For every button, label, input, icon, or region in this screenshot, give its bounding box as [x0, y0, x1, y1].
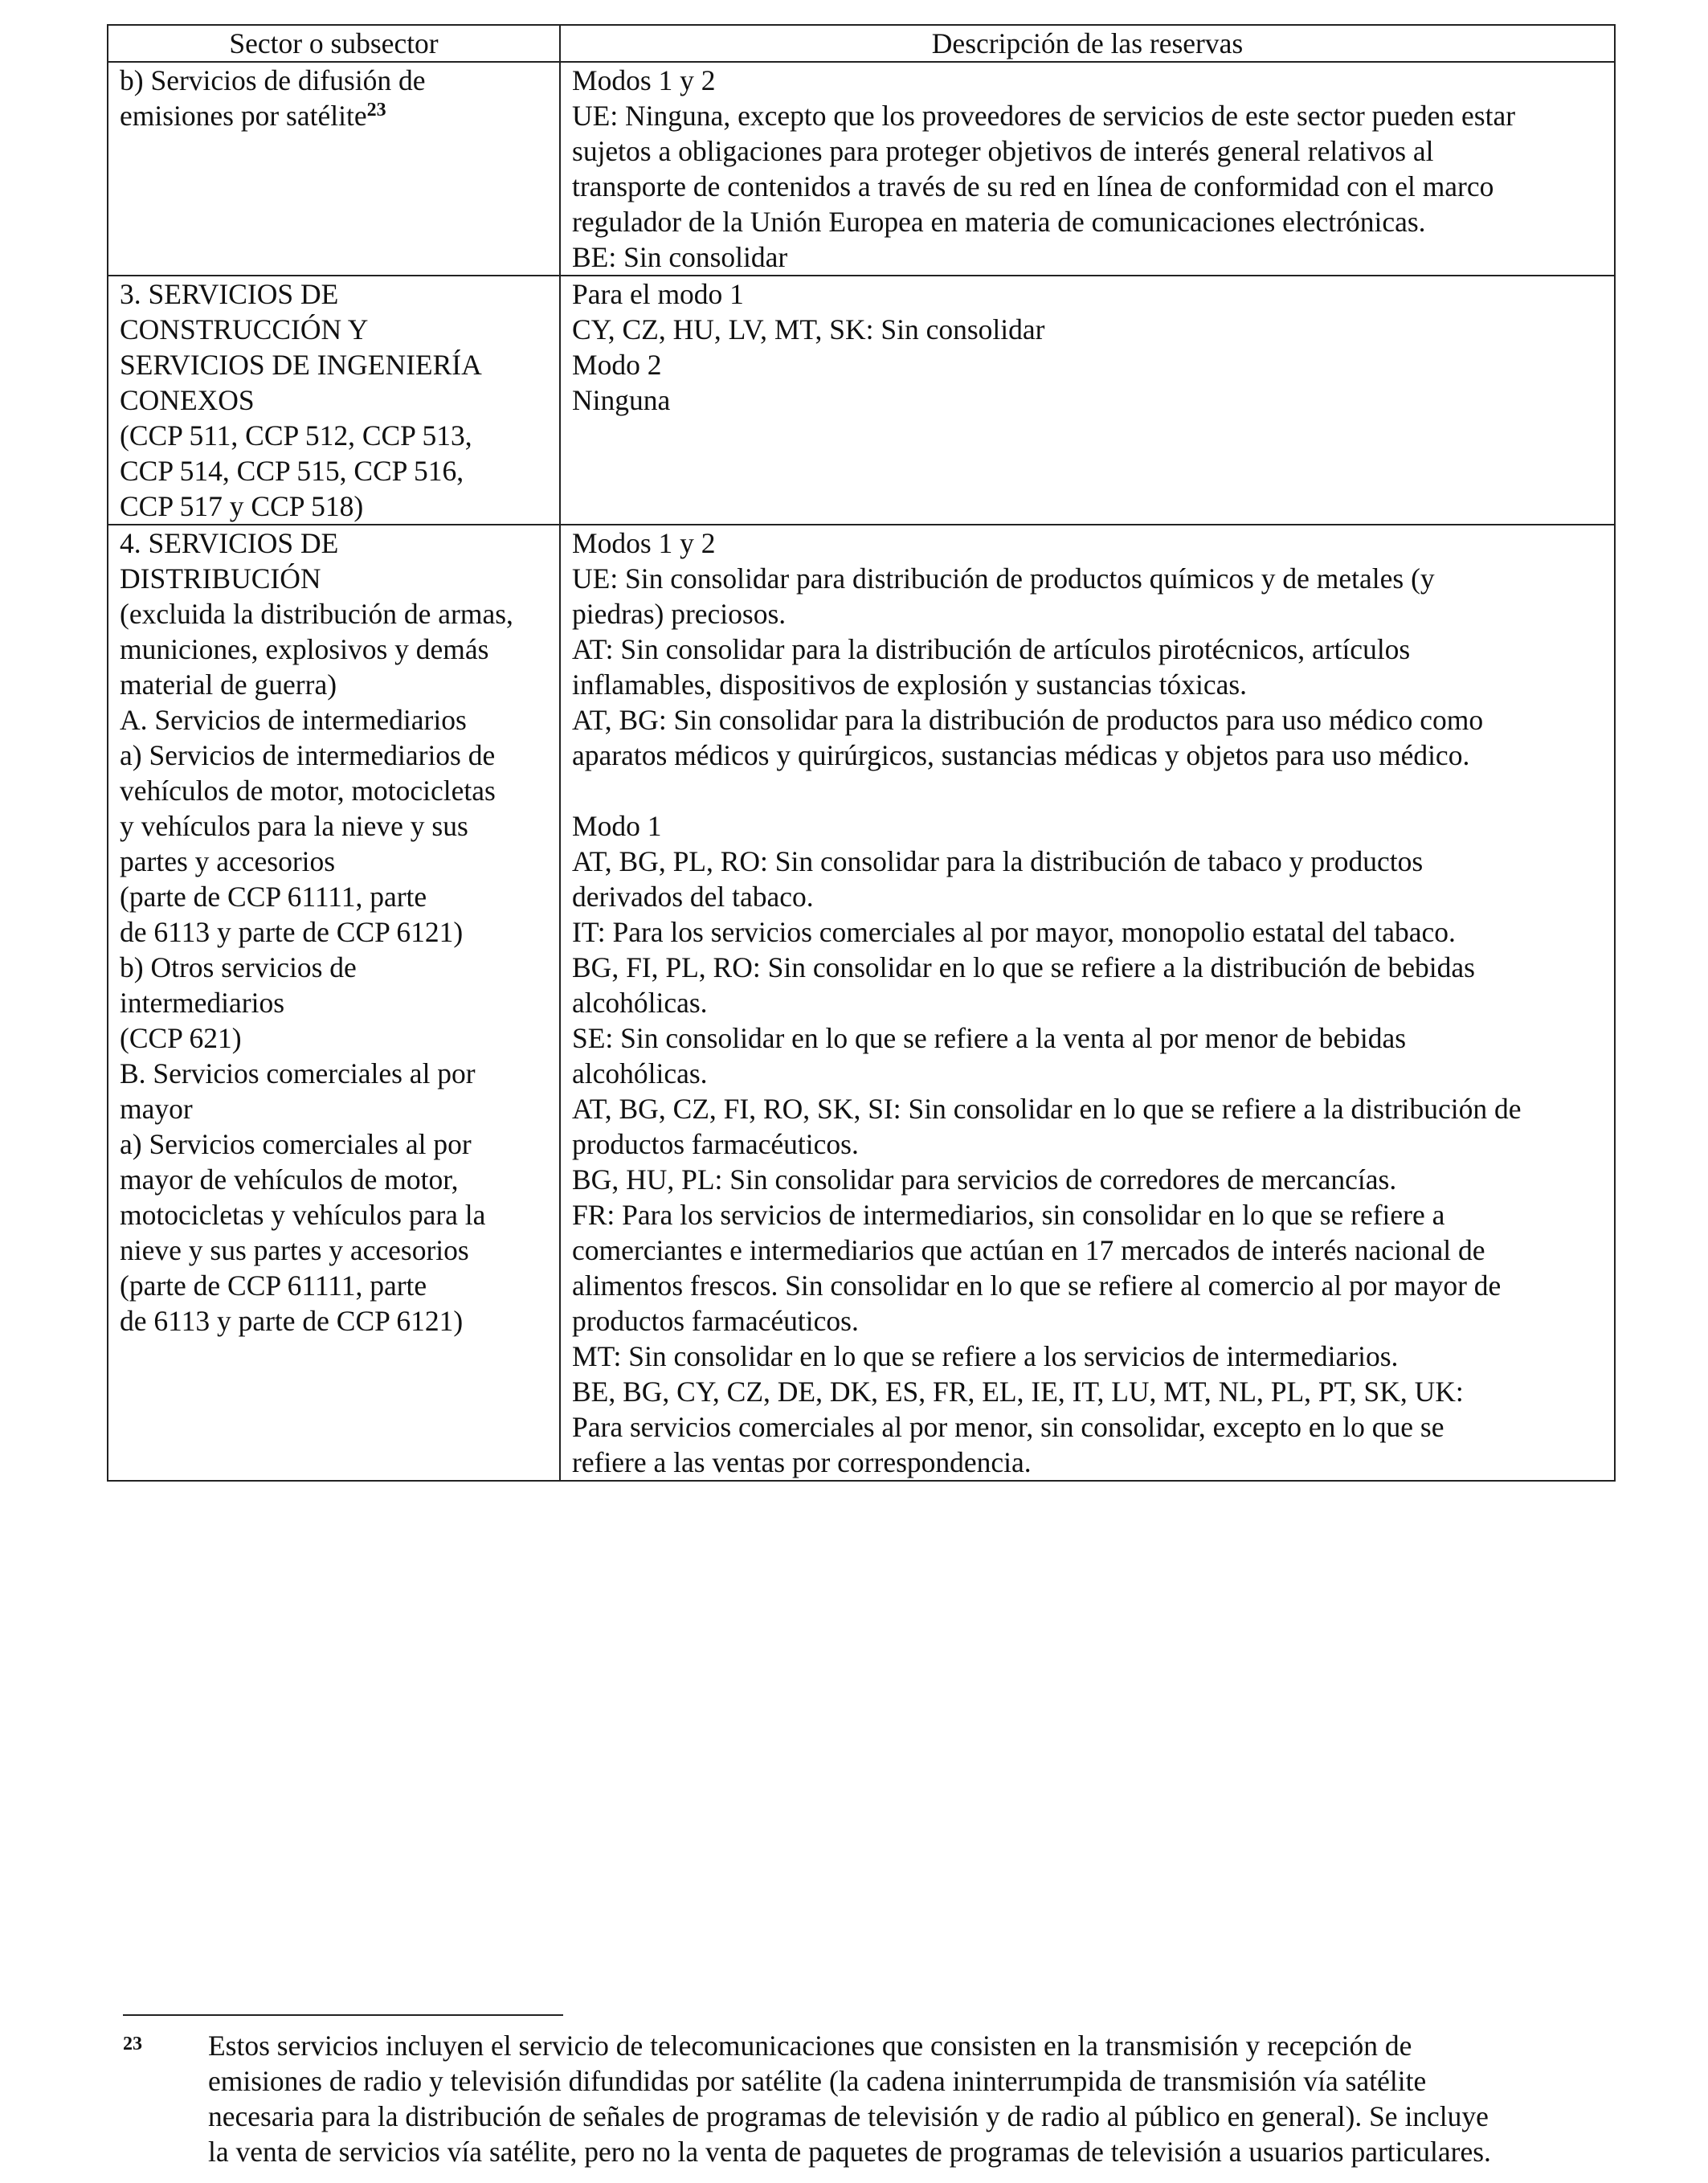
footnote-reference[interactable]: 23 [366, 100, 386, 121]
footnote-separator [123, 2014, 563, 2016]
sector-line: 3. SERVICIOS DE [120, 278, 339, 310]
description-line: BG, HU, PL: Sin consolidar para servicios de corredores de mercancías. [572, 1163, 1397, 1196]
sector-line: A. Servicios de intermediarios [120, 704, 467, 736]
footnote-line: Estos servicios incluyen el servicio de telecomunicaciones que consisten en la transmisión y recepción de [208, 2030, 1412, 2062]
description-line: AT, BG: Sin consolidar para la distribución de productos para uso médico como [572, 704, 1484, 736]
sector-line: B. Servicios comerciales al por [120, 1057, 476, 1089]
description-line: Modos 1 y 2 [572, 527, 716, 559]
blank-line [572, 773, 1603, 808]
column-header-sector: Sector o subsector [108, 25, 560, 62]
table-row [108, 276, 1615, 525]
sector-line: motocicletas y vehículos para la [120, 1199, 486, 1231]
sector-cell [108, 276, 560, 525]
description-line: piedras) preciosos. [572, 598, 787, 630]
description-cell [560, 525, 1615, 1481]
table-header-row [108, 25, 1615, 62]
table-row [108, 62, 1615, 276]
sector-line: material de guerra) [120, 668, 337, 701]
reservations-table [107, 24, 1616, 1482]
sector-line: partes y accesorios [120, 845, 336, 877]
description-line: aparatos médicos y quirúrgicos, sustancias médicas y objetos para uso médico. [572, 739, 1470, 771]
description-line: AT: Sin consolidar para la distribución de artículos pirotécnicos, artículos [572, 633, 1411, 665]
description-line: IT: Para los servicios comerciales al por mayor, monopolio estatal del tabaco. [572, 916, 1456, 948]
description-line: CY, CZ, HU, LV, MT, SK: Sin consolidar [572, 313, 1045, 345]
description-line: BE: Sin consolidar [572, 241, 788, 273]
sector-line: de 6113 y parte de CCP 6121) [120, 916, 464, 948]
sector-line: (CCP 511, CCP 512, CCP 513, [120, 419, 472, 452]
description-line: FR: Para los servicios de intermediarios, sin consolidar en lo que se refiere a [572, 1199, 1445, 1231]
description-line: Para servicios comerciales al por menor, sin consolidar, excepto en lo que se [572, 1411, 1444, 1443]
sector-line: (parte de CCP 61111, parte [120, 1269, 427, 1302]
sector-line: mayor [120, 1093, 193, 1125]
description-line: Modos 1 y 2 [572, 64, 716, 96]
sector-line: CCP 517 y CCP 518) [120, 490, 364, 522]
sector-line-with-footnote [120, 98, 548, 133]
description-line: AT, BG, CZ, FI, RO, SK, SI: Sin consolidar en lo que se refiere a la distribución de [572, 1093, 1522, 1125]
footnote-number: 23 [123, 2034, 142, 2054]
description-line: Para el modo 1 [572, 278, 744, 310]
sector-line: CONEXOS [120, 384, 255, 416]
description-line: comerciantes e intermediarios que actúan en 17 mercados de interés nacional de [572, 1234, 1485, 1266]
sector-line: (parte de CCP 61111, parte [120, 881, 427, 913]
sector-line: CCP 514, CCP 515, CCP 516, [120, 455, 464, 487]
description-line: Ninguna [572, 384, 671, 416]
sector-line: municiones, explosivos y demás [120, 633, 489, 665]
description-line: inflamables, dispositivos de explosión y sustancias tóxicas. [572, 668, 1248, 701]
description-line: regulador de la Unión Europea en materia de comunicaciones electrónicas. [572, 206, 1426, 238]
sector-line: de 6113 y parte de CCP 6121) [120, 1305, 464, 1337]
sector-line: CONSTRUCCIÓN Y [120, 313, 369, 345]
description-line: productos farmacéuticos. [572, 1305, 859, 1337]
footnote-line: la venta de servicios vía satélite, pero no la venta de paquetes de programas de televisión a usuarios particulares. [208, 2136, 1491, 2168]
sector-line: DISTRIBUCIÓN [120, 562, 321, 595]
description-line: Modo 1 [572, 810, 662, 842]
sector-line: 4. SERVICIOS DE [120, 527, 339, 559]
description-line: SE: Sin consolidar en lo que se refiere a la venta al por menor de bebidas [572, 1022, 1407, 1054]
table-row [108, 525, 1615, 1481]
sector-line: vehículos de motor, motocicletas [120, 775, 496, 807]
sector-line: (excluida la distribución de armas, [120, 598, 513, 630]
column-header-description: Descripción de las reservas [560, 25, 1615, 62]
description-line: alcohólicas. [572, 1057, 708, 1089]
description-line: alimentos frescos. Sin consolidar en lo que se refiere al comercio al por mayor de [572, 1269, 1502, 1302]
sector-line: b) Otros servicios de [120, 951, 357, 983]
description-line: UE: Ninguna, excepto que los proveedores de servicios de este sector pueden estar [572, 100, 1516, 132]
description-line: Modo 2 [572, 349, 662, 381]
description-line: alcohólicas. [572, 987, 708, 1019]
sector-line: SERVICIOS DE INGENIERÍA [120, 349, 482, 381]
footnote-text [208, 2028, 1622, 2169]
description-line: AT, BG, PL, RO: Sin consolidar para la distribución de tabaco y productos [572, 845, 1424, 877]
sector-line: b) Servicios de difusión de [120, 64, 426, 96]
description-line: sujetos a obligaciones para proteger objetivos de interés general relativos al [572, 135, 1434, 167]
sector-line: intermediarios [120, 987, 285, 1019]
sector-line: nieve y sus partes y accesorios [120, 1234, 469, 1266]
description-line: refiere a las ventas por correspondencia. [572, 1446, 1032, 1478]
footnote-line: necesaria para la distribución de señales de programas de televisión y de radio al público en general). Se incluye [208, 2100, 1489, 2132]
footnote-line: emisiones de radio y televisión difundidas por satélite (la cadena ininterrumpida de transmisión vía satélite [208, 2065, 1427, 2097]
description-cell [560, 62, 1615, 276]
description-line: transporte de contenidos a través de su red en línea de conformidad con el marco [572, 170, 1494, 202]
description-line: BG, FI, PL, RO: Sin consolidar en lo que se refiere a la distribución de bebidas [572, 951, 1475, 983]
sector-cell [108, 525, 560, 1481]
description-line: UE: Sin consolidar para distribución de productos químicos y de metales (y [572, 562, 1435, 595]
description-line: productos farmacéuticos. [572, 1128, 859, 1160]
description-cell [560, 276, 1615, 525]
description-line: BE, BG, CY, CZ, DE, DK, ES, FR, EL, IE, IT, LU, MT, NL, PL, PT, SK, UK: [572, 1376, 1464, 1408]
description-line: MT: Sin consolidar en lo que se refiere a los servicios de intermediarios. [572, 1340, 1399, 1372]
sector-line: emisiones por satélite [120, 100, 367, 132]
sector-cell [108, 62, 560, 276]
sector-line: y vehículos para la nieve y sus [120, 810, 468, 842]
sector-line: mayor de vehículos de motor, [120, 1163, 459, 1196]
sector-line: a) Servicios comerciales al por [120, 1128, 472, 1160]
sector-line: (CCP 621) [120, 1022, 242, 1054]
description-line: derivados del tabaco. [572, 881, 814, 913]
sector-line: a) Servicios de intermediarios de [120, 739, 496, 771]
